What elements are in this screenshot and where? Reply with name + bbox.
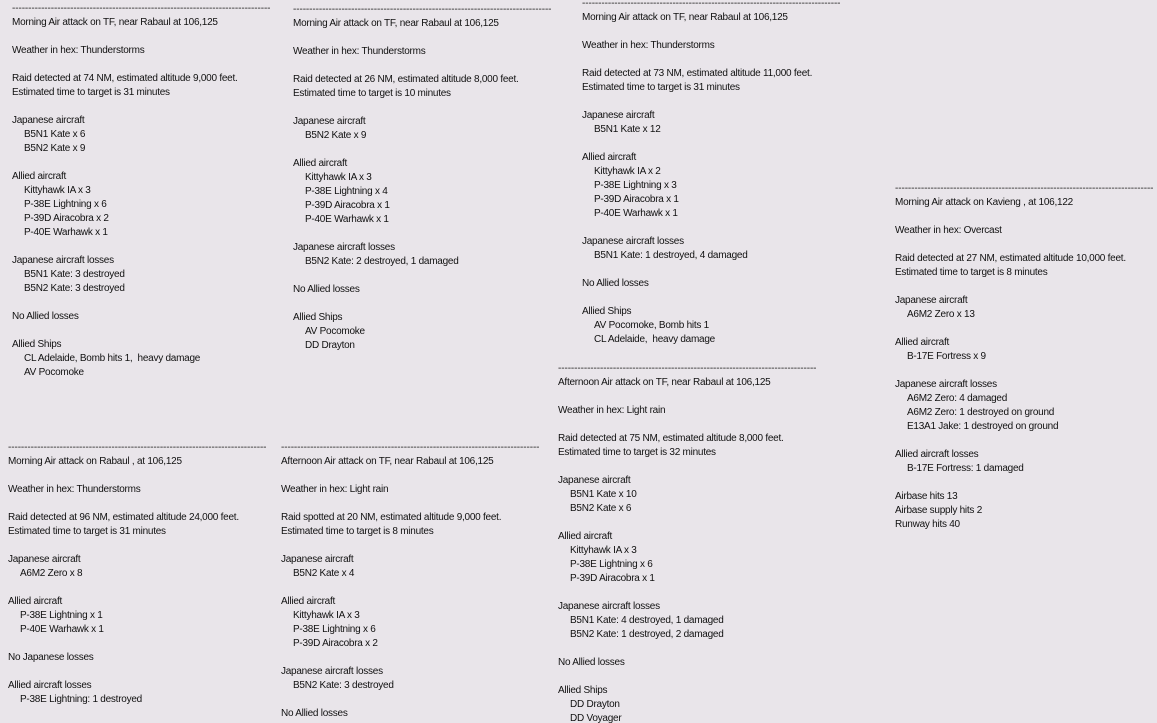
report-line bbox=[281, 651, 547, 665]
report-line bbox=[895, 280, 1157, 294]
report-line: Weather in hex: Light rain bbox=[281, 484, 389, 495]
report-line: Allied aircraft bbox=[12, 171, 67, 182]
report-separator: -------------------------------------------------------------------------------- bbox=[281, 442, 540, 453]
report-line: Japanese aircraft bbox=[558, 475, 631, 486]
report-detail-line: B5N2 Kate x 6 bbox=[570, 503, 632, 514]
report-line: Estimated time to target is 10 minutes bbox=[293, 88, 451, 99]
report-line: Weather in hex: Thunderstorms bbox=[12, 45, 145, 56]
report-detail-line: P-39D Airacobra x 1 bbox=[305, 200, 390, 211]
report-detail-line: P-39D Airacobra x 2 bbox=[24, 213, 109, 224]
report-separator: -------------------------------------------------------------------------------- bbox=[895, 183, 1154, 194]
report-detail-line: DD Drayton bbox=[305, 340, 355, 351]
report-line: Japanese aircraft bbox=[895, 295, 968, 306]
report-line: No Allied losses bbox=[582, 278, 649, 289]
combat-report-2 bbox=[293, 3, 573, 355]
report-line: Weather in hex: Light rain bbox=[558, 405, 666, 416]
report-line bbox=[281, 469, 547, 483]
report-detail-line: A6M2 Zero x 13 bbox=[907, 309, 975, 320]
report-line bbox=[293, 31, 573, 45]
report-line: No Allied losses bbox=[558, 657, 625, 668]
report-line bbox=[558, 516, 826, 530]
report-detail-line: B5N2 Kate x 4 bbox=[293, 568, 355, 579]
report-line: Raid detected at 26 NM, estimated altitude 8,000 feet. bbox=[293, 74, 519, 85]
report-line bbox=[293, 101, 573, 115]
report-line bbox=[895, 476, 1157, 490]
report-line: Weather in hex: Thunderstorms bbox=[293, 46, 426, 57]
report-line: Allied aircraft bbox=[281, 596, 336, 607]
combat-report-3 bbox=[582, 0, 846, 349]
report-line bbox=[582, 291, 846, 305]
report-line bbox=[8, 637, 270, 651]
report-line bbox=[12, 58, 280, 72]
report-detail-line: P-38E Lightning x 3 bbox=[594, 180, 677, 191]
report-detail-line: B5N1 Kate: 3 destroyed bbox=[24, 269, 125, 280]
report-line bbox=[281, 693, 547, 707]
report-line: Japanese aircraft bbox=[582, 110, 655, 121]
report-detail-line: E13A1 Jake: 1 destroyed on ground bbox=[907, 421, 1059, 432]
report-line bbox=[582, 137, 846, 151]
report-line: Japanese aircraft bbox=[281, 554, 354, 565]
report-detail-line: P-38E Lightning x 6 bbox=[570, 559, 653, 570]
report-detail-line: DD Voyager bbox=[570, 713, 622, 723]
report-line: No Allied losses bbox=[12, 311, 79, 322]
report-detail-line: B5N1 Kate: 1 destroyed, 4 damaged bbox=[594, 250, 748, 261]
report-detail-line: AV Pocomoke, Bomb hits 1 bbox=[594, 320, 709, 331]
report-line: No Japanese losses bbox=[8, 652, 94, 663]
report-line bbox=[8, 497, 270, 511]
report-line bbox=[8, 581, 270, 595]
report-detail-line: Kittyhawk IA x 2 bbox=[594, 166, 661, 177]
report-line bbox=[293, 297, 573, 311]
report-line: Allied aircraft losses bbox=[8, 680, 92, 691]
report-detail-line: P-40E Warhawk x 1 bbox=[20, 624, 104, 635]
report-line bbox=[12, 296, 280, 310]
report-line bbox=[582, 95, 846, 109]
report-line bbox=[281, 539, 547, 553]
report-detail-line: P-38E Lightning: 1 destroyed bbox=[20, 694, 142, 705]
report-detail-line: P-38E Lightning x 1 bbox=[20, 610, 103, 621]
report-title: Morning Air attack on TF, near Rabaul at 106,125 bbox=[293, 18, 499, 29]
report-line bbox=[293, 227, 573, 241]
report-line bbox=[582, 221, 846, 235]
report-line: No Allied losses bbox=[293, 284, 360, 295]
report-detail-line: B5N2 Kate: 3 destroyed bbox=[24, 283, 125, 294]
report-line bbox=[895, 210, 1157, 224]
report-detail-line: A6M2 Zero: 4 damaged bbox=[907, 393, 1008, 404]
report-line: Japanese aircraft bbox=[8, 554, 81, 565]
report-line bbox=[558, 642, 826, 656]
report-detail-line: B5N2 Kate: 3 destroyed bbox=[293, 680, 394, 691]
report-line: Japanese aircraft losses bbox=[12, 255, 114, 266]
report-detail-line: P-40E Warhawk x 1 bbox=[305, 214, 389, 225]
report-line bbox=[293, 269, 573, 283]
report-line: Estimated time to target is 31 minutes bbox=[12, 87, 170, 98]
report-line: No Allied losses bbox=[281, 708, 348, 719]
report-title: Morning Air attack on TF, near Rabaul at 106,125 bbox=[582, 12, 788, 23]
combat-report-7 bbox=[281, 441, 547, 723]
report-line bbox=[895, 434, 1157, 448]
report-line: Weather in hex: Overcast bbox=[895, 225, 1002, 236]
report-detail-line: CL Adelaide, heavy damage bbox=[594, 334, 715, 345]
report-title: Afternoon Air attack on TF, near Rabaul at 106,125 bbox=[558, 377, 771, 388]
report-line: Estimated time to target is 32 minutes bbox=[558, 447, 716, 458]
report-line: Allied Ships bbox=[12, 339, 62, 350]
combat-report-1 bbox=[12, 2, 280, 382]
report-detail-line: P-40E Warhawk x 1 bbox=[594, 208, 678, 219]
report-detail-line: P-39D Airacobra x 2 bbox=[293, 638, 378, 649]
report-detail-line: B5N2 Kate: 1 destroyed, 2 damaged bbox=[570, 629, 724, 640]
report-detail-line: P-39D Airacobra x 1 bbox=[594, 194, 679, 205]
report-line: Allied aircraft bbox=[293, 158, 348, 169]
report-line: Japanese aircraft bbox=[293, 116, 366, 127]
report-title: Afternoon Air attack on TF, near Rabaul at 106,125 bbox=[281, 456, 494, 467]
report-line: Japanese aircraft losses bbox=[895, 379, 997, 390]
report-detail-line: A6M2 Zero x 8 bbox=[20, 568, 83, 579]
report-line bbox=[582, 263, 846, 277]
report-title: Morning Air attack on TF, near Rabaul at 106,125 bbox=[12, 17, 218, 28]
report-line: Estimated time to target is 31 minutes bbox=[582, 82, 740, 93]
report-line bbox=[8, 469, 270, 483]
report-line bbox=[12, 240, 280, 254]
report-detail-line: Kittyhawk IA x 3 bbox=[570, 545, 637, 556]
report-line: Weather in hex: Thunderstorms bbox=[8, 484, 141, 495]
report-line bbox=[558, 586, 826, 600]
report-line bbox=[12, 30, 280, 44]
report-line bbox=[558, 390, 826, 404]
report-line: Japanese aircraft losses bbox=[558, 601, 660, 612]
report-line: Allied aircraft bbox=[582, 152, 637, 163]
report-detail-line: A6M2 Zero: 1 destroyed on ground bbox=[907, 407, 1055, 418]
report-line: Japanese aircraft losses bbox=[582, 236, 684, 247]
report-detail-line: P-38E Lightning x 6 bbox=[24, 199, 107, 210]
report-line: Allied Ships bbox=[582, 306, 632, 317]
report-line bbox=[582, 53, 846, 67]
report-line: Japanese aircraft losses bbox=[281, 666, 383, 677]
report-line: Estimated time to target is 8 minutes bbox=[895, 267, 1048, 278]
report-title: Morning Air attack on Rabaul , at 106,125 bbox=[8, 456, 182, 467]
report-line: Runway hits 40 bbox=[895, 519, 960, 530]
report-line: Raid detected at 27 NM, estimated altitude 10,000 feet. bbox=[895, 253, 1126, 264]
report-separator: -------------------------------------------------------------------------------- bbox=[582, 0, 841, 9]
report-line bbox=[582, 25, 846, 39]
report-detail-line: DD Drayton bbox=[570, 699, 620, 710]
report-line bbox=[293, 59, 573, 73]
report-line: Weather in hex: Thunderstorms bbox=[582, 40, 715, 51]
report-line: Raid spotted at 20 NM, estimated altitude 9,000 feet. bbox=[281, 512, 502, 523]
report-line bbox=[293, 143, 573, 157]
report-line bbox=[895, 364, 1157, 378]
report-detail-line: AV Pocomoke bbox=[24, 367, 84, 378]
report-line: Raid detected at 73 NM, estimated altitude 11,000 feet. bbox=[582, 68, 813, 79]
report-detail-line: B-17E Fortress x 9 bbox=[907, 351, 986, 362]
report-line: Allied Ships bbox=[293, 312, 343, 323]
combat-report-6 bbox=[8, 441, 270, 709]
report-line bbox=[895, 238, 1157, 252]
report-line bbox=[558, 460, 826, 474]
report-line bbox=[12, 100, 280, 114]
report-detail-line: Kittyhawk IA x 3 bbox=[305, 172, 372, 183]
report-detail-line: B5N1 Kate x 12 bbox=[594, 124, 661, 135]
report-line bbox=[895, 322, 1157, 336]
report-detail-line: P-38E Lightning x 4 bbox=[305, 186, 388, 197]
report-separator: -------------------------------------------------------------------------------- bbox=[12, 3, 271, 14]
report-line: Allied aircraft bbox=[558, 531, 613, 542]
report-line: Japanese aircraft losses bbox=[293, 242, 395, 253]
report-detail-line: B5N1 Kate x 6 bbox=[24, 129, 86, 140]
report-line: Allied Ships bbox=[558, 685, 608, 696]
report-detail-line: B5N2 Kate: 2 destroyed, 1 damaged bbox=[305, 256, 459, 267]
report-separator: -------------------------------------------------------------------------------- bbox=[8, 442, 267, 453]
report-detail-line: B5N1 Kate: 4 destroyed, 1 damaged bbox=[570, 615, 724, 626]
report-line bbox=[12, 156, 280, 170]
report-detail-line: B5N2 Kate x 9 bbox=[24, 143, 86, 154]
report-line: Airbase supply hits 2 bbox=[895, 505, 983, 516]
report-detail-line: AV Pocomoke bbox=[305, 326, 365, 337]
report-detail-line: P-40E Warhawk x 1 bbox=[24, 227, 108, 238]
report-line bbox=[281, 497, 547, 511]
report-line: Raid detected at 74 NM, estimated altitude 9,000 feet. bbox=[12, 73, 238, 84]
report-detail-line: B-17E Fortress: 1 damaged bbox=[907, 463, 1024, 474]
report-line bbox=[558, 418, 826, 432]
report-line bbox=[281, 581, 547, 595]
report-title: Morning Air attack on Kavieng , at 106,122 bbox=[895, 197, 1073, 208]
report-separator: -------------------------------------------------------------------------------- bbox=[293, 4, 552, 15]
report-line: Raid detected at 96 NM, estimated altitude 24,000 feet. bbox=[8, 512, 239, 523]
report-line bbox=[558, 670, 826, 684]
report-line: Estimated time to target is 31 minutes bbox=[8, 526, 166, 537]
report-line: Allied aircraft bbox=[895, 337, 950, 348]
report-detail-line: Kittyhawk IA x 3 bbox=[24, 185, 91, 196]
combat-report-4 bbox=[558, 362, 826, 723]
report-detail-line: CL Adelaide, Bomb hits 1, heavy damage bbox=[24, 353, 201, 364]
report-detail-line: B5N1 Kate x 10 bbox=[570, 489, 637, 500]
report-line: Raid detected at 75 NM, estimated altitude 8,000 feet. bbox=[558, 433, 784, 444]
report-detail-line: P-39D Airacobra x 1 bbox=[570, 573, 655, 584]
report-line bbox=[8, 539, 270, 553]
report-line: Airbase hits 13 bbox=[895, 491, 958, 502]
report-detail-line: B5N2 Kate x 9 bbox=[305, 130, 367, 141]
report-line: Estimated time to target is 8 minutes bbox=[281, 526, 434, 537]
combat-report-5 bbox=[895, 182, 1157, 534]
report-line bbox=[8, 665, 270, 679]
report-detail-line: Kittyhawk IA x 3 bbox=[293, 610, 360, 621]
report-line: Allied aircraft losses bbox=[895, 449, 979, 460]
report-line: Allied aircraft bbox=[8, 596, 63, 607]
report-line bbox=[12, 324, 280, 338]
report-detail-line: P-38E Lightning x 6 bbox=[293, 624, 376, 635]
report-separator: -------------------------------------------------------------------------------- bbox=[558, 363, 817, 374]
report-line: Japanese aircraft bbox=[12, 115, 85, 126]
